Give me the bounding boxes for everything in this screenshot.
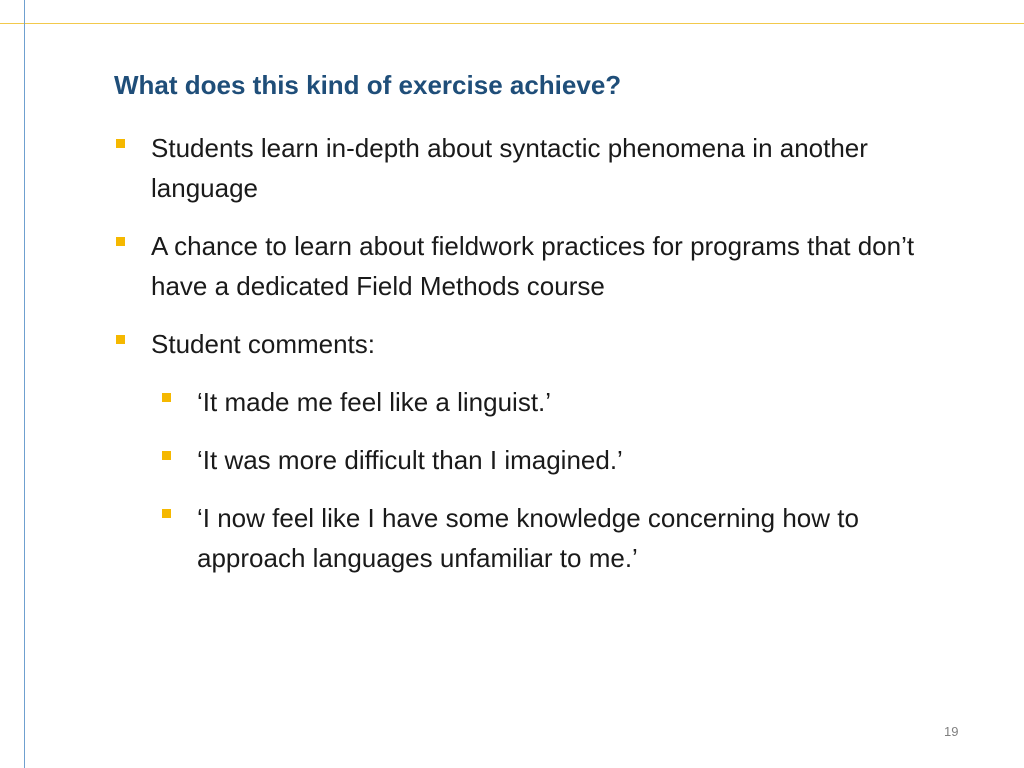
square-bullet-icon — [162, 393, 171, 402]
page-number: 19 — [944, 724, 959, 739]
sub-list-item-text: ‘It made me feel like a linguist.’ — [197, 387, 552, 417]
slide-heading: What does this kind of exercise achieve? — [114, 70, 622, 100]
sub-list-item — [160, 498, 954, 578]
list-item — [114, 226, 954, 306]
sub-list-item-text: ‘I now feel like I have some knowledge concerning how to approach languages unfamiliar to me.’ — [197, 503, 859, 573]
list-item — [114, 324, 954, 364]
sub-list-item — [160, 440, 954, 480]
sub-list-item-text: ‘It was more difficult than I imagined.’ — [197, 445, 623, 475]
list-item-text: Students learn in-depth about syntactic phenomena in another language — [151, 133, 868, 203]
square-bullet-icon — [162, 509, 171, 518]
list-item — [114, 128, 954, 208]
square-bullet-icon — [116, 139, 125, 148]
top-rule — [0, 23, 1024, 24]
list-item-text: Student comments: — [151, 329, 375, 359]
list-item-text: A chance to learn about fieldwork practices for programs that don’t have a dedicated Field Methods course — [151, 231, 915, 301]
bullet-list — [114, 128, 954, 596]
square-bullet-icon — [162, 451, 171, 460]
left-rule — [24, 0, 25, 768]
square-bullet-icon — [116, 237, 125, 246]
square-bullet-icon — [116, 335, 125, 344]
sub-list-item — [160, 382, 954, 422]
